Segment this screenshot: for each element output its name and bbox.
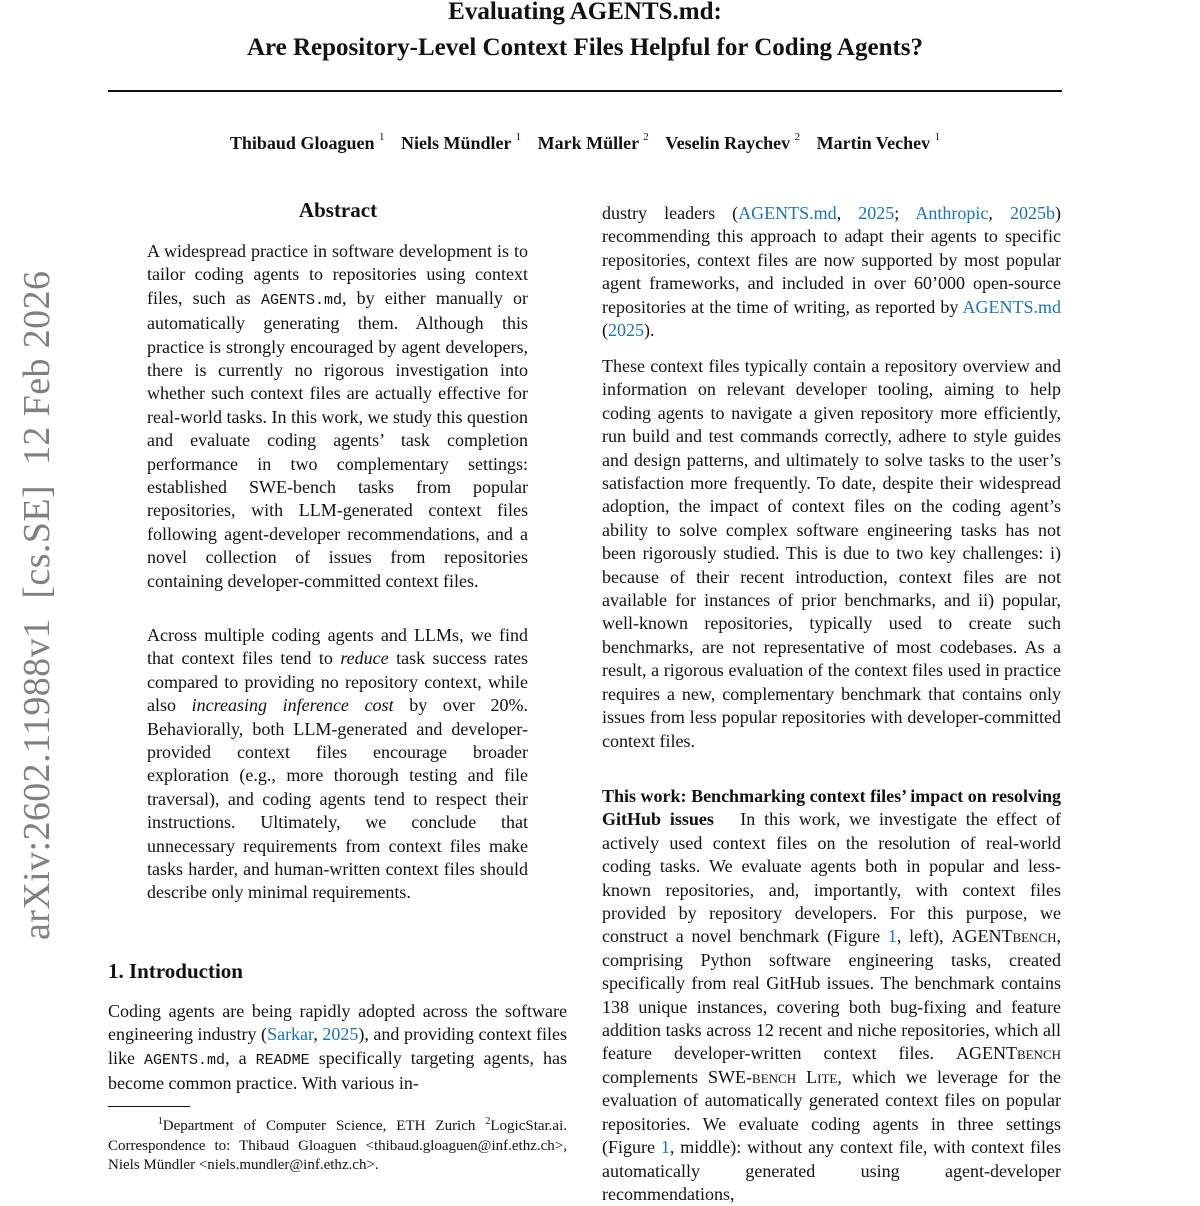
title-rule <box>108 90 1062 92</box>
citation-link[interactable]: Sarkar <box>267 1024 314 1045</box>
figure-ref-link[interactable]: 1 <box>887 926 897 947</box>
citation-year-link[interactable]: 2025 <box>608 320 644 341</box>
arxiv-identifier <box>15 250 59 940</box>
paper-title-line2: Are Repository-Level Context Files Helpful for Coding Agents? <box>246 34 924 61</box>
citation-year-link[interactable]: 2025 <box>858 203 895 223</box>
citation-link[interactable]: AGENTS.md <box>738 203 837 223</box>
intro-paragraph-right-1: dustry leaders (AGENTS.md, 2025; Anthropic, 2025b) recommending this approach to adapt their agents to specific repositories, context files are now supported by most popular agent frameworks, and included in over 60’000 open-source repositories at the time of writing, as reported by AGENTS.md (2025). <box>602 203 1062 341</box>
arxiv-date: 12 Feb 2026 <box>16 270 58 466</box>
arxiv-category: [cs.SE] <box>16 485 58 599</box>
inline-code: AGENTS.md <box>144 1051 226 1069</box>
citation-link[interactable]: Anthropic <box>915 203 989 223</box>
benchmark-name: AGENTbench <box>955 1043 1061 1064</box>
citation-year-link[interactable]: 2025 <box>322 1024 359 1045</box>
intro-paragraph-right-3: This work: Benchmarking context files’ impact on resolving GitHub issues In this work, we investigate the effect of actively used context files on the resolution of real-world coding tasks. We evaluate agents both in popular and less-known repositories, and, importantly, with context files provided by repository developers. For this purpose, we construct a novel benchmark (Figure 1, left), AGENTbench, comprising Python software engineering tasks, created specifically from real GitHub issues. The benchmark contains 138 unique instances, covering both bug-fixing and feature addition tasks across 12 recent and niche repositories, which all feature developer-written context files. AGENTbench complements SWE-bench Lite, which we leverage for the evaluation of automatically generated context files on popular repositories. We evaluate coding agents in three settings (Figure 1, middle): without any context file, with context files automatically generated using agent-developer recommendations, <box>602 786 1061 1204</box>
author: Niels Mündler $^1$ <box>400 131 522 153</box>
author: Mark Müller $^2$ <box>537 131 649 153</box>
abstract-paragraph-1: A widespread practice in software development is to tailor coding agents to repositories using context files, such as AGENTS.md, by either manually or automatically generating them. Although this practice is strongly encouraged by agent developers, there is currently no rigorous investigation into whether such context files are actually effective for real-world tasks. In this work, we study this question and evaluate coding agents’ task completion performance in two complementary settings: established SWE-bench tasks from popular repositories, with LLM-generated context files following agent-developer recommendations, and a novel collection of issues from repositories containing developer-committed context files. <box>147 241 529 591</box>
author: Thibaud Gloaguen $^1$ <box>229 131 385 153</box>
citation-link[interactable]: AGENTS.md <box>962 296 1061 317</box>
inline-code: README <box>255 1051 310 1069</box>
arxiv-id: arXiv:2602.11988v1 <box>16 618 58 940</box>
affiliation-footnote: $^1$Department of Computer Science, ETH Zurich $^2$LogicStar.ai. Correspondence to: Thibaud Gloaguen <thibaud.gloaguen@inf.ethz.ch>, Niels Mündler <niels.mundler@inf.ethz.ch>. <box>108 1116 568 1173</box>
benchmark-name: AGENTbench <box>951 926 1057 947</box>
benchmark-name: SWE-bench Lite <box>708 1066 838 1087</box>
run-in-heading: This work: Benchmarking context files’ impact on resolving GitHub issues <box>602 786 1061 830</box>
intro-paragraph-right-2: These context files typically contain a repository overview and information on relevant developer tooling, aiming to help coding agents to navigate a given repository more efficiently, run build and test commands correctly, adhere to style guides and design patterns, and ultimately to solve tasks to the user’s satisfaction more frequently. To date, despite their widespread adoption, the impact of context files on the coding agent’s ability to solve complex software engineering tasks has not been rigorously studied. This is due to two key challenges: i) because of their recent introduction, context files are not available for instances of prior benchmarks, and ii) popular, well-known repositories, typically used to create such benchmarks, are not representative of most codebases. As a result, a rigorous evaluation of the context files used in practice requires a new, complementary benchmark that contains only issues from less popular repositories with developer-committed context files. <box>602 356 1061 751</box>
section-heading-introduction: 1. Introduction <box>108 959 243 983</box>
inline-code: AGENTS.md <box>260 291 342 309</box>
intro-paragraph-left: Coding agents are being rapidly adopted across the software engineering industry (Sarkar, 2025), and providing context files like AGENTS.md, a README specifically targeting agents, has become common practice. With various in- <box>108 1001 568 1094</box>
author-list <box>0 133 1170 154</box>
abstract-paragraph-2: Across multiple coding agents and LLMs, we find that context files tend to reduce task success rates compared to providing no repository context, while also increasing inference cost by over 20%. Behaviorally, both LLM-generated and developer-provided context files encourage broader exploration (e.g., more thorough testing and file traversal), and coding agents tend to respect their instructions. Ultimately, we conclude that unnecessary requirements from context files make tasks harder, and human-written context files should describe only minimal requirements. <box>147 625 529 903</box>
author: Martin Vechev $^1$ <box>816 131 941 153</box>
footnote-rule <box>108 1106 190 1107</box>
figure-ref-link[interactable]: 1 <box>660 1137 670 1158</box>
paper-title-line1: Evaluating AGENTS.md: <box>448 0 722 25</box>
abstract-heading: Abstract <box>298 198 378 222</box>
citation-year-link[interactable]: 2025b <box>1010 203 1056 223</box>
author: Veselin Raychev $^2$ <box>665 131 801 153</box>
